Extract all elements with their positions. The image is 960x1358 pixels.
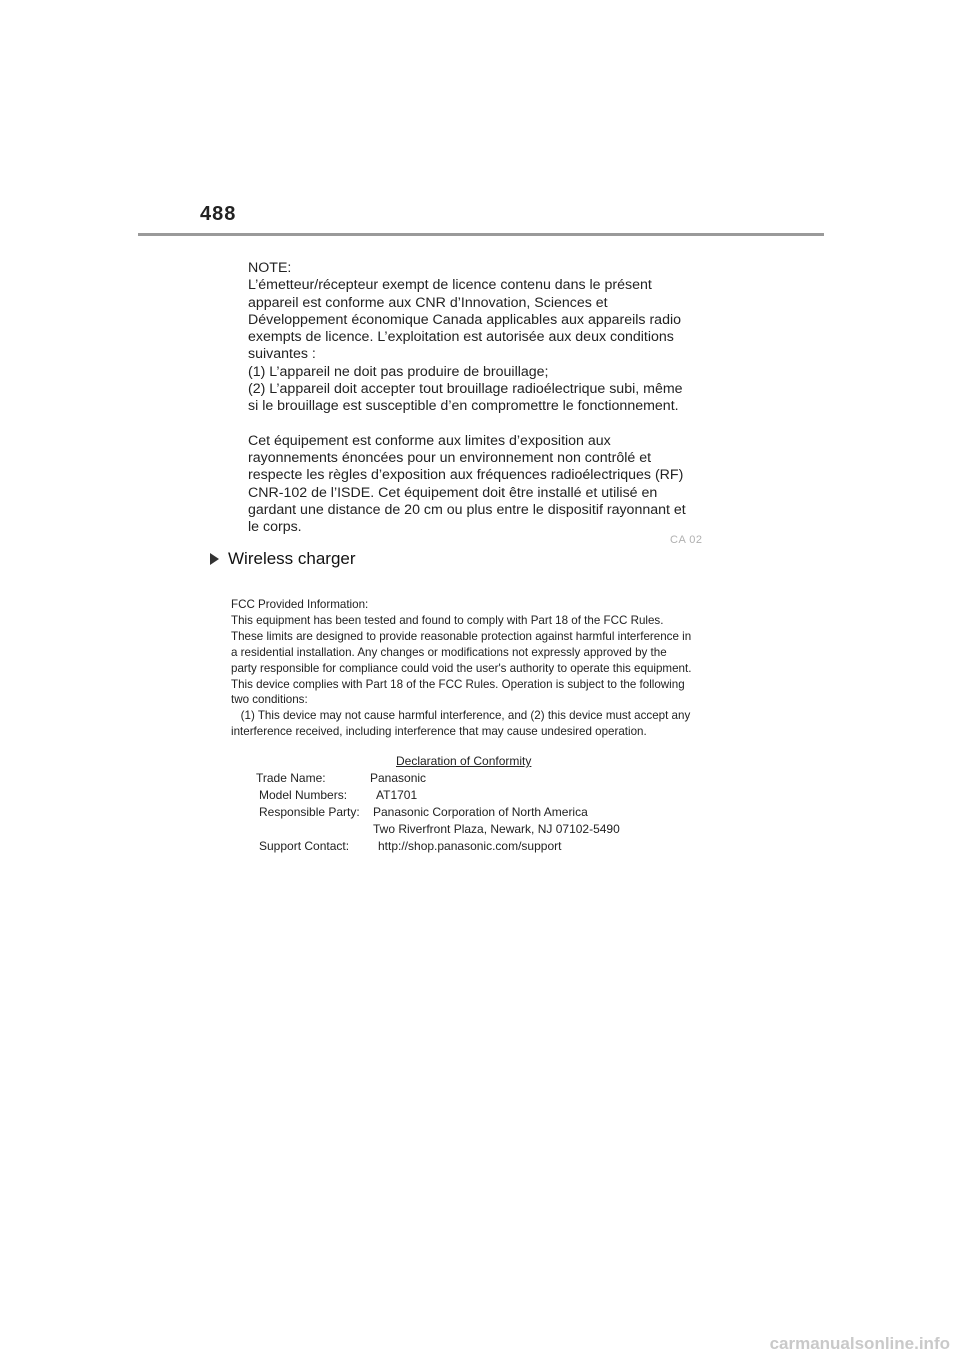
page-number: 488 <box>200 203 237 225</box>
text-line: exempts de licence. L’exploitation est autorisée aux deux conditions <box>248 329 674 346</box>
text-line: rayonnements énoncées pour un environnement non contrôlé et <box>248 449 652 466</box>
text-line: Cet équipement est conforme aux limites d’exposition aux <box>248 432 611 449</box>
trade-name-value: Panasonic <box>370 771 427 785</box>
text-line: This equipment has been tested and found to comply with Part 18 of the FCC Rules. <box>231 613 664 627</box>
text-line: interference received, including interference that may cause undesired operation. <box>231 725 647 739</box>
support-link[interactable]: http://shop.panasonic.com/support <box>378 839 562 853</box>
trade-name-label: Trade Name: <box>256 771 326 785</box>
text-line: L’émetteur/récepteur exempt de licence contenu dans le présent <box>248 277 652 294</box>
text-line: This device complies with Part 18 of the FCC Rules. Operation is subject to the following <box>231 677 685 691</box>
text-line: le corps. <box>248 519 302 536</box>
party-label: Responsible Party: <box>259 805 360 819</box>
french-notice <box>248 260 718 536</box>
french-paragraph-1 <box>248 260 718 416</box>
text-line: (1) This device may not cause harmful interference, and (2) this device must accept any <box>231 709 691 723</box>
text-line: party responsible for compliance could void the user's authority to operate this equipment. <box>231 661 692 675</box>
text-line: respecte les règles d’exposition aux fréquences radioélectriques (RF) <box>248 467 684 484</box>
text-line: appareil est conforme aux CNR d’Innovation, Sciences et <box>248 294 608 311</box>
text-line: CNR-102 de l’ISDE. Cet équipement doit être installé et utilisé en <box>248 484 658 501</box>
section-heading <box>210 549 356 569</box>
text-line: two conditions: <box>231 693 308 707</box>
text-line: (2) L’appareil doit accepter tout brouillage radioélectrique subi, même <box>248 381 683 398</box>
party-address: Two Riverfront Plaza, Newark, NJ 07102-5490 <box>373 822 620 836</box>
fcc-information <box>231 597 731 740</box>
support-label: Support Contact: <box>259 839 350 853</box>
text-line: These limits are designed to provide reasonable protection against harmful interference in <box>231 629 692 643</box>
declaration-title: Declaration of Conformity <box>396 754 532 768</box>
text-line: FCC Provided Information: <box>231 598 369 611</box>
watermark: carmanualsonline.info <box>769 1334 950 1353</box>
text-line: NOTE: <box>248 260 292 276</box>
text-line: si le brouillage est susceptible d’en compromettre le fonctionnement. <box>248 398 679 415</box>
text-line: suivantes : <box>248 346 316 363</box>
model-value: AT1701 <box>376 788 418 802</box>
text-line: gardant une distance de 20 cm ou plus entre le dispositif rayonnant et <box>248 501 686 518</box>
text-line: a residential installation. Any changes or modifications not expressly approved by the <box>231 645 667 659</box>
text-line: (1) L’appareil ne doit pas produire de brouillage; <box>248 363 549 380</box>
section-title: Wireless charger <box>228 549 356 568</box>
header-rule <box>138 233 824 236</box>
triangle-bullet-icon <box>210 553 219 565</box>
french-paragraph-2 <box>248 433 718 537</box>
notice-code: CA 02 <box>670 534 703 546</box>
model-label: Model Numbers: <box>259 788 348 802</box>
text-line: Développement économique Canada applicables aux appareils radio <box>248 311 682 328</box>
party-value: Panasonic Corporation of North America <box>373 805 588 819</box>
